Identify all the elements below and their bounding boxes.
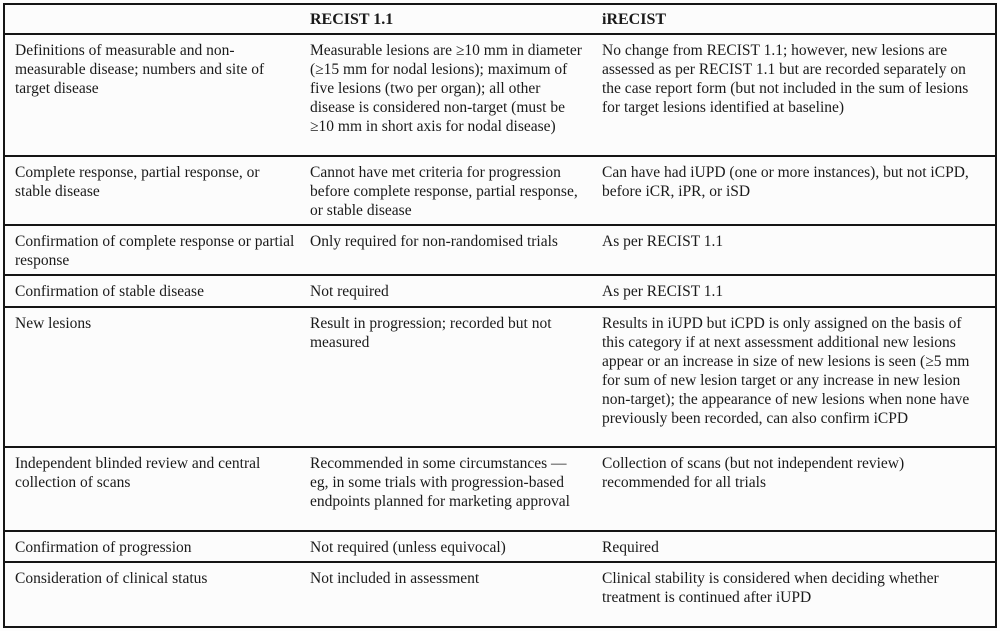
row-label: Confirmation of progression — [15, 539, 192, 556]
header-irecist-column: iRECIST — [602, 11, 667, 28]
irecist-cell: Results in iUPD but iCPD is only assigned on the basis of this category if at next assessment additional new lesions appear or an increase in size of new lesions is seen (≥5 mm for sum of new lesion target or any increase in new lesion non-target); the appearance of new lesions when none have previously been recorded, can also confirm iCPD — [602, 315, 970, 427]
row-label: Complete response, partial response, or stable disease — [15, 164, 260, 200]
recist-cell: Not included in assessment — [310, 570, 480, 587]
table-header-row — [5, 5, 995, 33]
recist-irecist-comparison-table — [3, 3, 997, 628]
table-row-confirmation-progression — [5, 530, 995, 561]
recist-cell: Result in progression; recorded but not measured — [310, 315, 552, 351]
header-empty-cell — [5, 5, 307, 33]
irecist-cell: No change from RECIST 1.1; however, new lesions are assessed as per RECIST 1.1 but are recorded separately on the case report form (but not included in the sum of lesions for target lesions identified at baseline) — [602, 42, 969, 116]
table-row-clinical-status — [5, 561, 995, 613]
recist-cell: Not required — [310, 283, 389, 300]
recist-cell: Measurable lesions are ≥10 mm in diameter (≥15 mm for nodal lesions); maximum of five lesions (two per organ); all other disease is considered non-target (must be ≥10 mm in short axis for nodal disease) — [310, 42, 582, 135]
irecist-cell: As per RECIST 1.1 — [602, 283, 724, 300]
row-label: Definitions of measurable and non-measurable disease; numbers and site of target disease — [15, 42, 265, 97]
recist-cell: Recommended in some circumstances —eg, in some trials with progression-based endpoints planned for marketing approval — [310, 455, 570, 510]
table-row-independent-review — [5, 446, 995, 530]
table-row-response-categories — [5, 155, 995, 224]
row-label: Confirmation of complete response or partial response — [15, 233, 295, 269]
irecist-cell: Can have had iUPD (one or more instances), but not iCPD, before iCR, iPR, or iSD — [602, 164, 969, 200]
row-label: Confirmation of stable disease — [15, 283, 204, 300]
row-label: Independent blinded review and central collection of scans — [15, 455, 261, 491]
table-row-confirmation-sd — [5, 274, 995, 306]
table-row-definitions — [5, 33, 995, 155]
recist-cell: Cannot have met criteria for progression before complete response, partial response, or stable disease — [310, 164, 578, 219]
table-row-confirmation-cr-pr — [5, 224, 995, 274]
irecist-cell: Clinical stability is considered when deciding whether treatment is continued after iUPD — [602, 570, 939, 606]
recist-cell: Only required for non-randomised trials — [310, 233, 558, 250]
recist-cell: Not required (unless equivocal) — [310, 539, 506, 556]
table-row-new-lesions — [5, 306, 995, 446]
irecist-cell: As per RECIST 1.1 — [602, 233, 724, 250]
irecist-cell: Required — [602, 539, 659, 556]
row-label: New lesions — [15, 315, 92, 332]
row-label: Consideration of clinical status — [15, 570, 208, 587]
header-recist-column: RECIST 1.1 — [310, 11, 394, 28]
irecist-cell: Collection of scans (but not independent review) recommended for all trials — [602, 455, 905, 491]
